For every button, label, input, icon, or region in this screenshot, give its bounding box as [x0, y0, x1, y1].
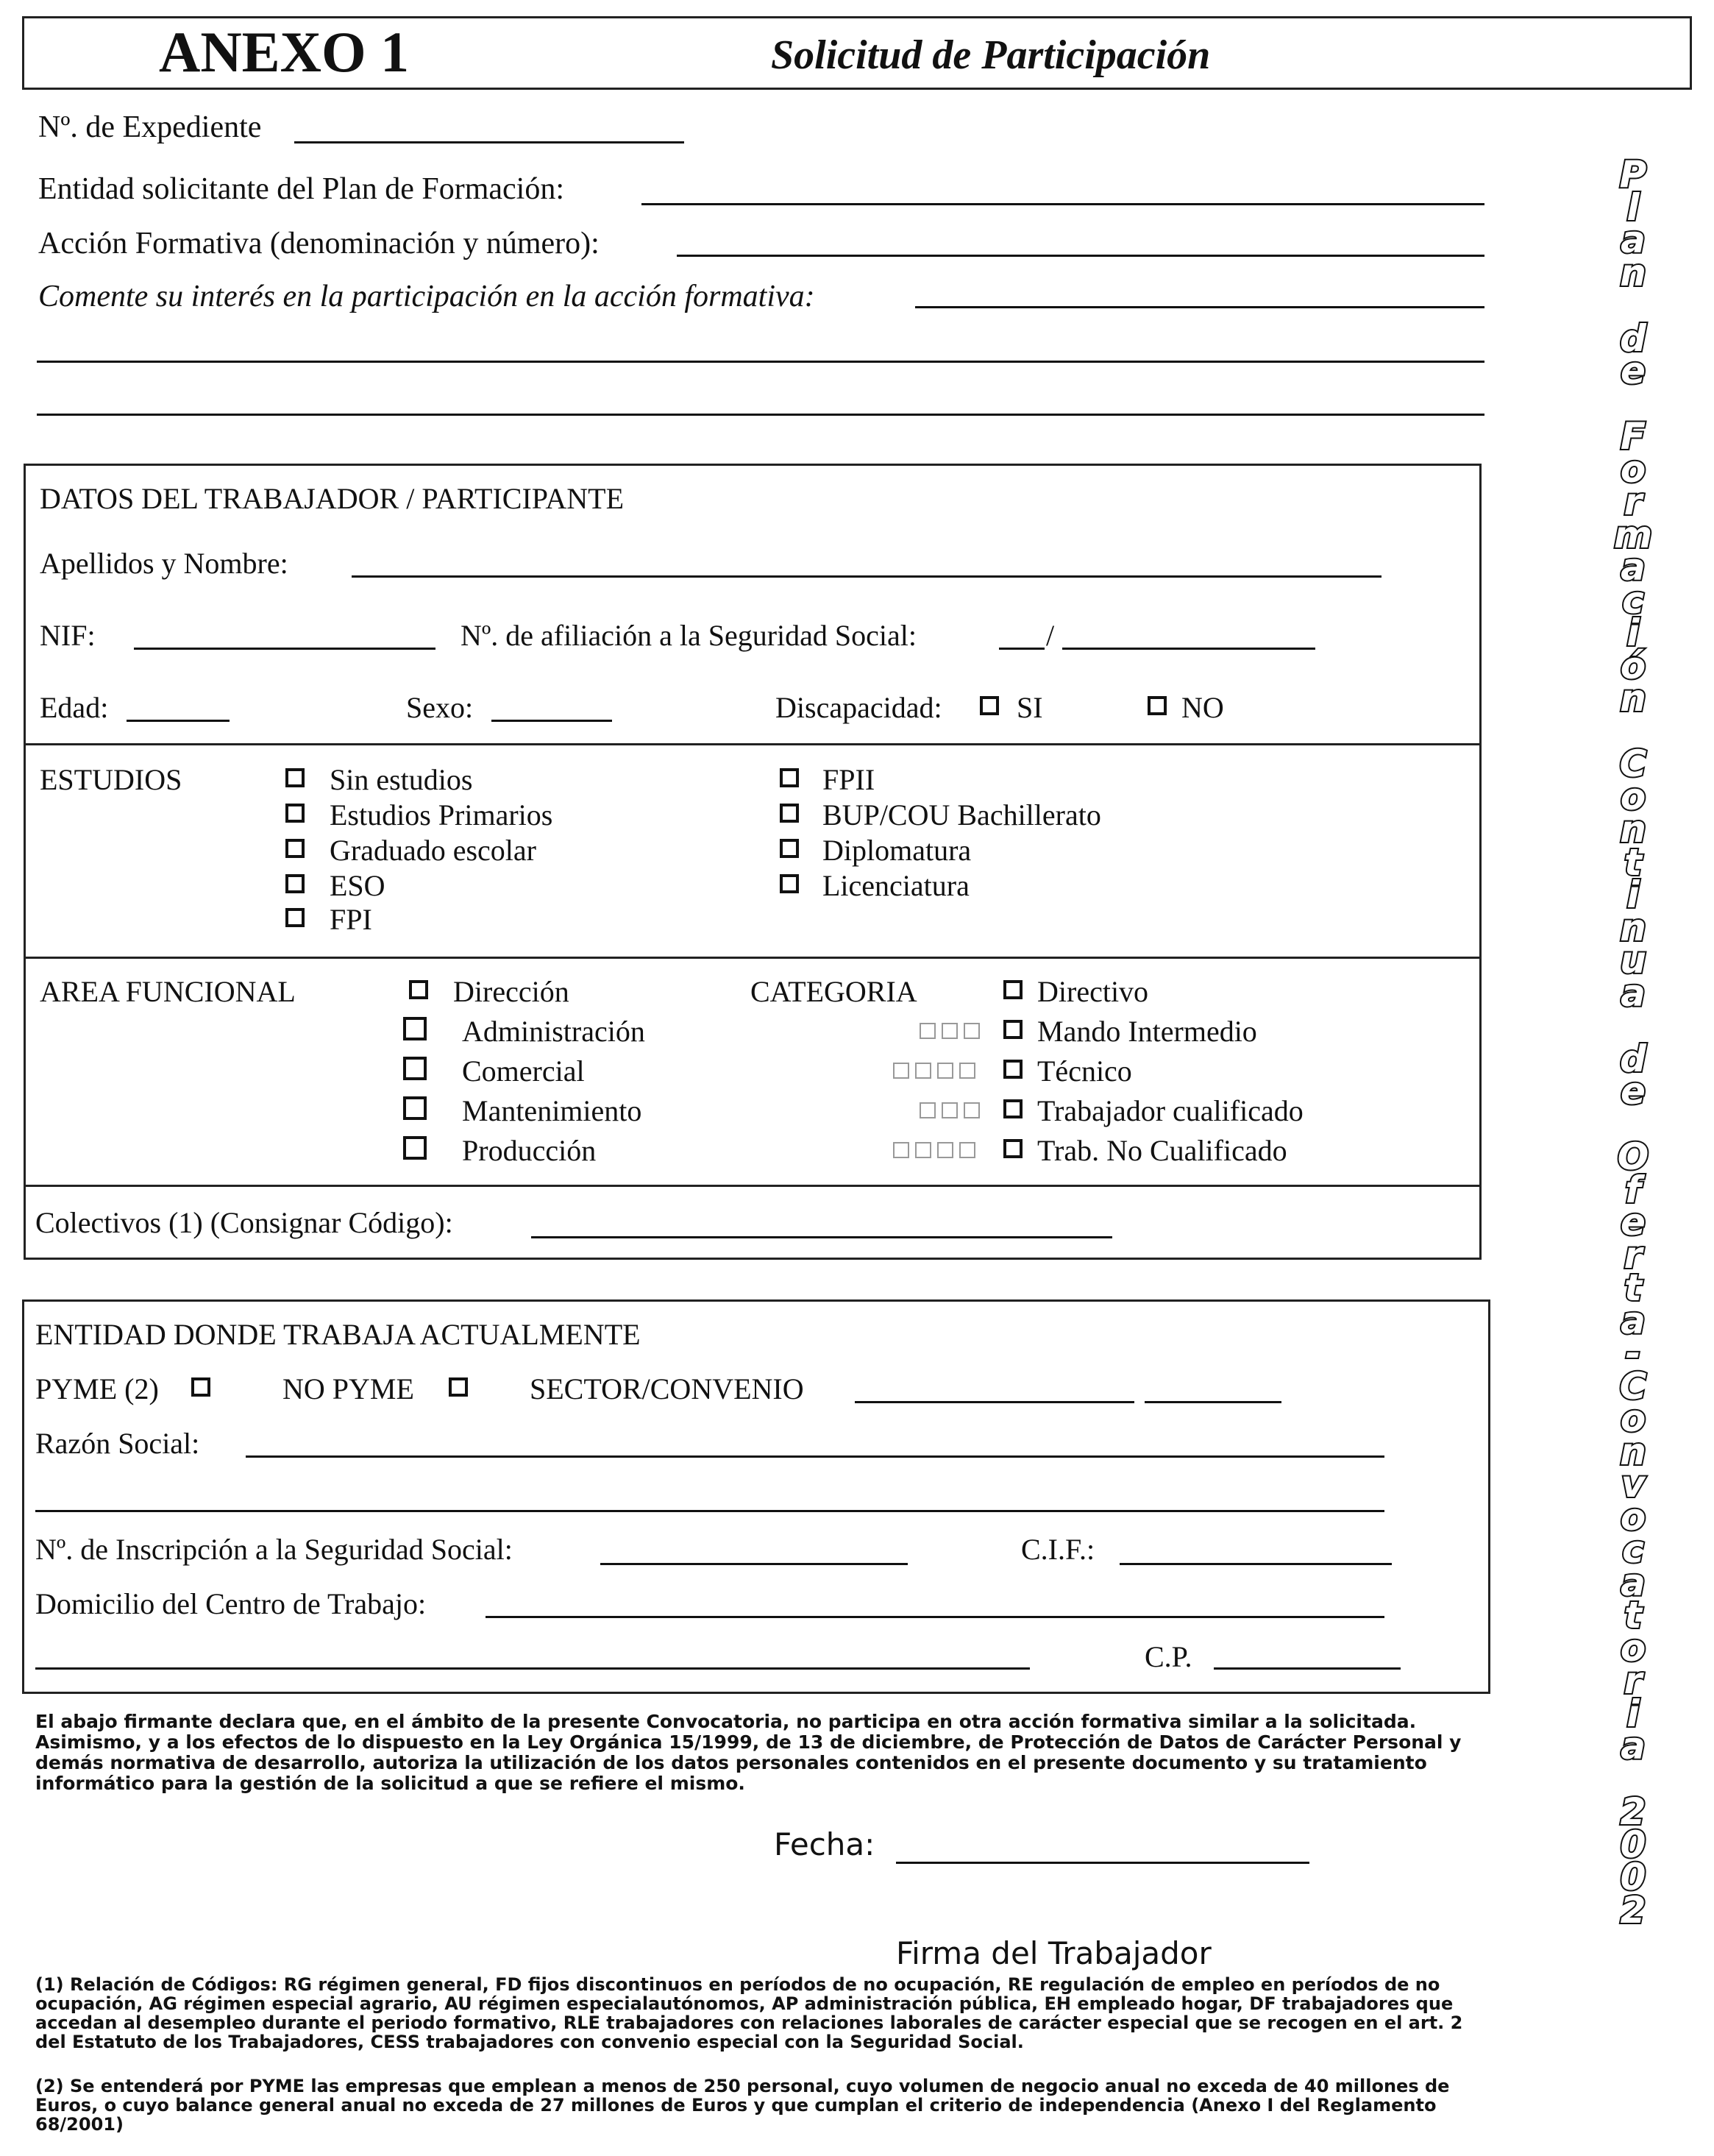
- vertical-char: r: [1624, 1233, 1643, 1277]
- area-administracion-label: Administración: [462, 1015, 645, 1048]
- apellidos-field[interactable]: [352, 575, 1381, 578]
- estudios-fpi-checkbox[interactable]: [285, 908, 305, 927]
- vertical-char: d: [1620, 316, 1646, 360]
- faint-box: [959, 1142, 975, 1158]
- faint-box: [920, 1023, 936, 1039]
- area-produccion-checkbox[interactable]: [403, 1136, 427, 1160]
- estudios-eso-checkbox[interactable]: [285, 874, 305, 893]
- entidad-box: [22, 1299, 1490, 1694]
- estudios-graduado-checkbox[interactable]: [285, 839, 305, 858]
- vertical-char: c: [1622, 578, 1644, 622]
- estudios-primarios-checkbox[interactable]: [285, 804, 305, 823]
- vertical-char: c: [1622, 1528, 1644, 1571]
- vertical-char: a: [1621, 1725, 1646, 1767]
- sexo-field[interactable]: [491, 720, 612, 722]
- vertical-char: C: [1619, 742, 1647, 785]
- expediente-field[interactable]: [294, 141, 684, 143]
- area-mantenimiento-checkbox[interactable]: [403, 1096, 427, 1120]
- estudios-fpi-label: FPI: [330, 903, 372, 936]
- nif-field[interactable]: [134, 648, 435, 650]
- apellidos-label: Apellidos y Nombre:: [40, 547, 288, 580]
- vertical-char: d: [1620, 1037, 1646, 1080]
- razon-field-1[interactable]: [246, 1455, 1384, 1458]
- faint-box: [920, 1102, 936, 1118]
- comente-field-2[interactable]: [37, 361, 1484, 363]
- discapacidad-si-checkbox[interactable]: [980, 696, 999, 715]
- vertical-char: e: [1621, 1201, 1646, 1244]
- fecha-field[interactable]: [896, 1862, 1309, 1864]
- sep-area: [24, 957, 1482, 959]
- sep-colectivos: [24, 1185, 1482, 1187]
- entidad-label: Entidad solicitante del Plan de Formación:: [38, 172, 565, 206]
- sexo-label: Sexo:: [406, 691, 474, 724]
- vertical-char: 2: [1620, 1790, 1646, 1833]
- footnote-2: (2) Se entenderá por PYME las empresas que emplean a menos de 250 personal, cuyo volumen de negocio anual no exceda de 40 millones de Euros, o cuyo balance general anual no exceda de 27 millones de Euros y que cumplan el criterio de independencia (Anexo I del Reglamento 68/2001): [35, 2076, 1450, 2135]
- area-label: AREA FUNCIONAL: [40, 975, 296, 1008]
- vertical-char: e: [1621, 350, 1646, 392]
- razon-label: Razón Social:: [35, 1427, 200, 1460]
- faint-box: [942, 1023, 958, 1039]
- faint-box: [937, 1063, 953, 1079]
- afiliacion-field-2[interactable]: [1062, 648, 1315, 650]
- vertical-char: o: [1620, 775, 1646, 818]
- vertical-char: P: [1619, 153, 1647, 196]
- vertical-char: n: [1620, 808, 1646, 851]
- categoria-tecnico-label: Técnico: [1037, 1054, 1132, 1088]
- sector-field-2[interactable]: [1145, 1401, 1281, 1403]
- categoria-label: CATEGORIA: [750, 975, 917, 1008]
- vertical-char: l: [1626, 185, 1640, 229]
- vertical-char: a: [1621, 219, 1646, 261]
- entidad-field[interactable]: [641, 203, 1484, 205]
- discapacidad-no-checkbox[interactable]: [1148, 696, 1167, 715]
- afiliacion-slash: /: [1046, 619, 1055, 652]
- estudios-fpii-label: FPII: [822, 763, 875, 796]
- vertical-char: u: [1620, 939, 1646, 982]
- vertical-char: t: [1624, 1594, 1642, 1636]
- vertical-char: O: [1617, 1135, 1649, 1178]
- categoria-directivo-checkbox[interactable]: [1003, 980, 1023, 999]
- faint-box: [937, 1142, 953, 1158]
- accion-label: Acción Formativa (denominación y número):: [38, 227, 600, 260]
- sep-estudios: [24, 743, 1482, 745]
- faint-box: [964, 1102, 980, 1118]
- faint-box: [915, 1063, 931, 1079]
- vertical-char: t: [1624, 840, 1642, 884]
- vertical-char: r: [1624, 1659, 1643, 1702]
- vertical-title: [1596, 153, 1670, 1937]
- firma-label: Firma del Trabajador: [896, 1935, 1212, 1971]
- vertical-char: n: [1620, 1430, 1646, 1473]
- area-administracion-checkbox[interactable]: [403, 1017, 427, 1040]
- pyme-label: PYME (2): [35, 1372, 159, 1405]
- vertical-char: a: [1621, 546, 1646, 589]
- cp-field[interactable]: [1214, 1667, 1401, 1670]
- nif-label: NIF:: [40, 619, 96, 652]
- inscripcion-label: Nº. de Inscripción a la Seguridad Social:: [35, 1533, 513, 1566]
- vertical-char: 0: [1620, 1823, 1646, 1866]
- estudios-bup-label: BUP/COU Bachillerato: [822, 798, 1101, 831]
- edad-field[interactable]: [127, 720, 230, 722]
- area-direccion-label: Dirección: [453, 975, 569, 1008]
- vertical-char: a: [1621, 1561, 1646, 1604]
- estudios-diplomatura-label: Diplomatura: [822, 834, 972, 867]
- domicilio-label: Domicilio del Centro de Trabajo:: [35, 1587, 427, 1620]
- afiliacion-label: Nº. de afiliación a la Seguridad Social:: [460, 619, 917, 652]
- area-comercial-label: Comercial: [462, 1054, 585, 1088]
- area-comercial-checkbox[interactable]: [403, 1057, 427, 1080]
- vertical-char: r: [1624, 481, 1643, 523]
- categoria-mando-label: Mando Intermedio: [1037, 1015, 1257, 1048]
- discapacidad-si-label: SI: [1017, 691, 1043, 724]
- estudios-licenciatura-checkbox[interactable]: [780, 874, 799, 893]
- estudios-eso-label: ESO: [330, 869, 385, 902]
- estudios-sin-checkbox[interactable]: [285, 768, 305, 787]
- faint-box: [942, 1102, 958, 1118]
- vertical-char: o: [1620, 1626, 1646, 1670]
- colectivos-field[interactable]: [531, 1236, 1112, 1238]
- declaracion-text: El abajo firmante declara que, en el ámbito de la presente Convocatoria, no participa en otra acción formativa similar a la solicitada. Asimismo, y a los efectos de lo dispuesto en la Ley Orgánica 15/1999, de 13 de diciembre, de Protección de Datos de Carácter Personal y demás normativa de desarrollo, autoriza la utilización de los datos personales contenidos en el presente documento y su tratamiento informático para la gestión de la solicitud a que se refiere el mismo.: [35, 1711, 1462, 1794]
- vertical-char: m: [1613, 513, 1653, 556]
- expediente-label: Nº. de Expediente: [38, 110, 262, 144]
- area-direccion-checkbox[interactable]: [409, 980, 428, 999]
- estudios-label: ESTUDIOS: [40, 763, 182, 796]
- vertical-char: -: [1625, 1332, 1641, 1375]
- faint-box: [959, 1063, 975, 1079]
- trabajador-title: DATOS DEL TRABAJADOR / PARTICIPANTE: [40, 482, 625, 515]
- nopyme-checkbox[interactable]: [449, 1377, 468, 1397]
- faint-box: [893, 1063, 909, 1079]
- cp-label: C.P.: [1145, 1640, 1192, 1673]
- categoria-tecnico-checkbox[interactable]: [1003, 1060, 1023, 1079]
- estudios-sin-label: Sin estudios: [330, 763, 473, 796]
- vertical-char: i: [1626, 1692, 1640, 1735]
- faint-box: [893, 1142, 909, 1158]
- vertical-char: 2: [1620, 1888, 1646, 1932]
- vertical-char: i: [1626, 873, 1640, 916]
- inscripcion-field[interactable]: [600, 1563, 908, 1565]
- vertical-char: a: [1621, 1299, 1646, 1342]
- afiliacion-field-1[interactable]: [999, 648, 1045, 650]
- area-produccion-label: Producción: [462, 1134, 597, 1167]
- vertical-char: f: [1625, 1168, 1641, 1211]
- vertical-char: ó: [1620, 644, 1646, 687]
- cif-label: C.I.F.:: [1021, 1533, 1095, 1566]
- faint-box: [964, 1023, 980, 1039]
- categoria-directivo-label: Directivo: [1037, 975, 1149, 1008]
- categoria-mando-checkbox[interactable]: [1003, 1020, 1023, 1039]
- vertical-char: C: [1619, 1364, 1647, 1408]
- edad-label: Edad:: [40, 691, 109, 724]
- vertical-char: n: [1620, 677, 1646, 720]
- vertical-char: a: [1621, 971, 1646, 1015]
- categoria-nocualificado-checkbox[interactable]: [1003, 1139, 1023, 1158]
- categoria-nocualificado-label: Trab. No Cualificado: [1037, 1134, 1287, 1167]
- vertical-char: o: [1620, 1495, 1646, 1539]
- area-mantenimiento-label: Mantenimiento: [462, 1094, 642, 1127]
- fecha-label: Fecha:: [774, 1826, 875, 1862]
- sector-label: SECTOR/CONVENIO: [530, 1372, 804, 1405]
- vertical-char: o: [1620, 447, 1646, 491]
- categoria-cualificado-checkbox[interactable]: [1003, 1099, 1023, 1118]
- footnote-1: (1) Relación de Códigos: RG régimen general, FD fijos discontinuos en períodos de no ocupación, RE regulación de empleo en períodos de no ocupación, AG régimen especial agrario, AU régimen especialautónomos, AP administración pública, EH empleado hogar, DF trabajadores que accedan al desempleo durante el periodo formativo, RLE trabajadores con relaciones laborales de carácter especial que se recogen en el art. 2 del Estatuto de los Trabajadores, CESS trabajadores con convenio especial con la Seguridad Social.: [35, 1974, 1463, 2052]
- faint-box: [915, 1142, 931, 1158]
- vertical-char: i: [1626, 611, 1640, 654]
- vertical-char: e: [1621, 1070, 1646, 1113]
- comente-field-3[interactable]: [37, 414, 1484, 416]
- estudios-licenciatura-label: Licenciatura: [822, 869, 970, 902]
- vertical-char: F: [1620, 415, 1646, 458]
- comente-field-1[interactable]: [915, 306, 1484, 308]
- razon-field-2[interactable]: [35, 1510, 1384, 1512]
- colectivos-label: Colectivos (1) (Consignar Código):: [35, 1206, 453, 1239]
- vertical-char: o: [1620, 1397, 1646, 1440]
- estudios-primarios-label: Estudios Primarios: [330, 798, 553, 831]
- accion-field[interactable]: [677, 255, 1484, 257]
- nopyme-label: NO PYME: [282, 1372, 414, 1405]
- sector-field-1[interactable]: [855, 1401, 1134, 1403]
- estudios-diplomatura-checkbox[interactable]: [780, 839, 799, 858]
- domicilio-field-2[interactable]: [35, 1667, 1030, 1670]
- pyme-checkbox[interactable]: [191, 1377, 210, 1397]
- categoria-cualificado-label: Trabajador cualificado: [1037, 1094, 1304, 1127]
- comente-label: Comente su interés en la participación en la acción formativa:: [38, 280, 815, 313]
- annex-title: ANEXO 1: [159, 20, 410, 84]
- vertical-char: v: [1621, 1463, 1646, 1506]
- entidad-title: ENTIDAD DONDE TRABAJA ACTUALMENTE: [35, 1318, 641, 1351]
- estudios-graduado-label: Graduado escolar: [330, 834, 536, 867]
- discapacidad-label: Discapacidad:: [775, 691, 942, 724]
- vertical-char: n: [1620, 251, 1646, 294]
- form-title: Solicitud de Participación: [771, 32, 1211, 78]
- vertical-char: n: [1620, 906, 1646, 949]
- cif-field[interactable]: [1120, 1563, 1392, 1565]
- estudios-fpii-checkbox[interactable]: [780, 768, 799, 787]
- vertical-char: t: [1624, 1266, 1642, 1309]
- estudios-bup-checkbox[interactable]: [780, 804, 799, 823]
- discapacidad-no-label: NO: [1181, 691, 1224, 724]
- vertical-char: 0: [1620, 1856, 1646, 1898]
- domicilio-field-1[interactable]: [486, 1616, 1384, 1618]
